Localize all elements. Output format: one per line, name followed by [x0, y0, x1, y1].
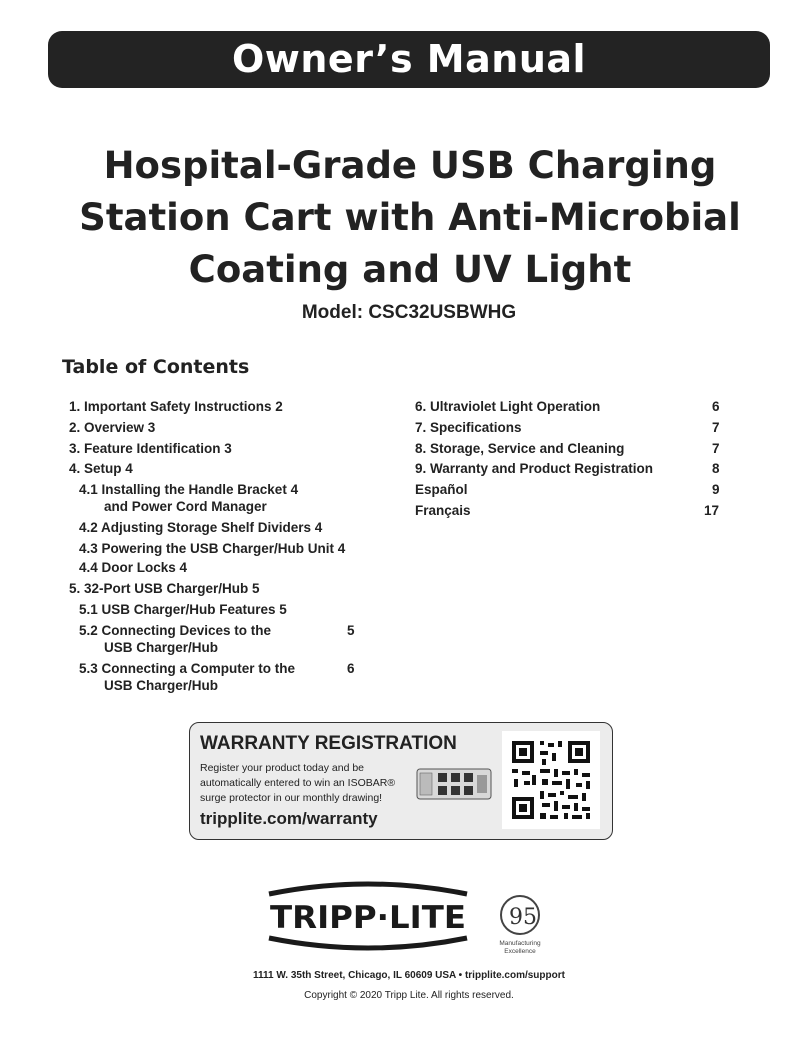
title-line-2: Station Cart with Anti-Microbial: [79, 196, 741, 239]
toc-subitem-cont: USB Charger/Hub: [104, 640, 219, 655]
title-line-1: Hospital-Grade USB Charging: [103, 144, 717, 187]
toc-subitem[interactable]: 4.2 Adjusting Storage Shelf Dividers 4: [79, 520, 323, 535]
model-number: Model: CSC32USBWHG: [301, 302, 517, 323]
document-title: [40, 140, 780, 296]
footer-copyright: Copyright © 2020 Tripp Lite. All rights reserved.: [304, 990, 514, 1001]
toc-item[interactable]: Español: [415, 482, 468, 497]
toc-item[interactable]: 6. Ultraviolet Light Operation: [415, 399, 601, 414]
banner-title: Owner’s Manual: [231, 37, 587, 81]
toc-item[interactable]: 4. Setup 4: [69, 461, 133, 476]
toc-item[interactable]: 2. Overview 3: [69, 420, 156, 435]
warranty-line: surge protector in our monthly drawing!: [200, 792, 383, 804]
toc-item[interactable]: 3. Feature Identification 3: [69, 441, 232, 456]
toc-heading: Table of Contents: [62, 356, 250, 378]
toc-page-number: 6: [712, 399, 720, 414]
95-years-badge-icon: [494, 893, 546, 957]
warranty-line: Register your product today and be: [200, 762, 365, 774]
toc-subitem[interactable]: 5.1 USB Charger/Hub Features 5: [79, 602, 287, 617]
badge-line-2: Excellence: [504, 948, 536, 955]
warranty-url-link[interactable]: tripplite.com/warranty: [200, 809, 378, 828]
toc-subitem-cont: USB Charger/Hub: [104, 678, 219, 693]
toc-page-number: 5: [347, 623, 355, 638]
title-line-3: Coating and UV Light: [188, 248, 632, 291]
footer-address: 1111 W. 35th Street, Chicago, IL 60609 USA • tripplite.com/support: [253, 970, 565, 981]
tripp-lite-logo: [263, 880, 473, 952]
toc-subitem-cont: and Power Cord Manager: [104, 499, 267, 514]
manual-banner: [48, 31, 770, 88]
warranty-title: WARRANTY REGISTRATION: [200, 733, 457, 754]
toc-page-number: 8: [712, 461, 720, 476]
svg-text:95: 95: [509, 905, 537, 930]
toc-item[interactable]: 8. Storage, Service and Cleaning: [415, 441, 625, 456]
logo-text: TRIPP·LITE: [270, 900, 466, 936]
toc-subitem[interactable]: 5.3 Connecting a Computer to the: [79, 661, 296, 676]
toc-item[interactable]: 1. Important Safety Instructions 2: [69, 399, 283, 414]
badge-line-1: Manufacturing: [499, 940, 541, 947]
surge-protector-image: [416, 763, 492, 803]
toc-subitem[interactable]: 4.1 Installing the Handle Bracket 4: [79, 482, 299, 497]
qr-code-icon[interactable]: [502, 731, 600, 829]
toc-page-number: 17: [704, 503, 720, 518]
toc-page-number: 9: [712, 482, 720, 497]
toc-page-number: 7: [712, 441, 720, 456]
warranty-description: [200, 761, 405, 806]
toc-subitem[interactable]: 4.3 Powering the USB Charger/Hub Unit 4: [79, 541, 346, 556]
warranty-line: automatically entered to win an ISOBAR®: [200, 777, 396, 789]
warranty-registration-box: [189, 722, 613, 840]
toc-item[interactable]: 5. 32-Port USB Charger/Hub 5: [69, 581, 260, 596]
toc-page-number: 6: [347, 661, 355, 676]
toc-item[interactable]: Français: [415, 503, 471, 518]
toc-item[interactable]: 7. Specifications: [415, 420, 522, 435]
toc-item[interactable]: 9. Warranty and Product Registration: [415, 461, 654, 476]
toc-subitem[interactable]: 5.2 Connecting Devices to the: [79, 623, 272, 638]
toc-subitem[interactable]: 4.4 Door Locks 4: [79, 560, 188, 575]
toc-page-number: 7: [712, 420, 720, 435]
